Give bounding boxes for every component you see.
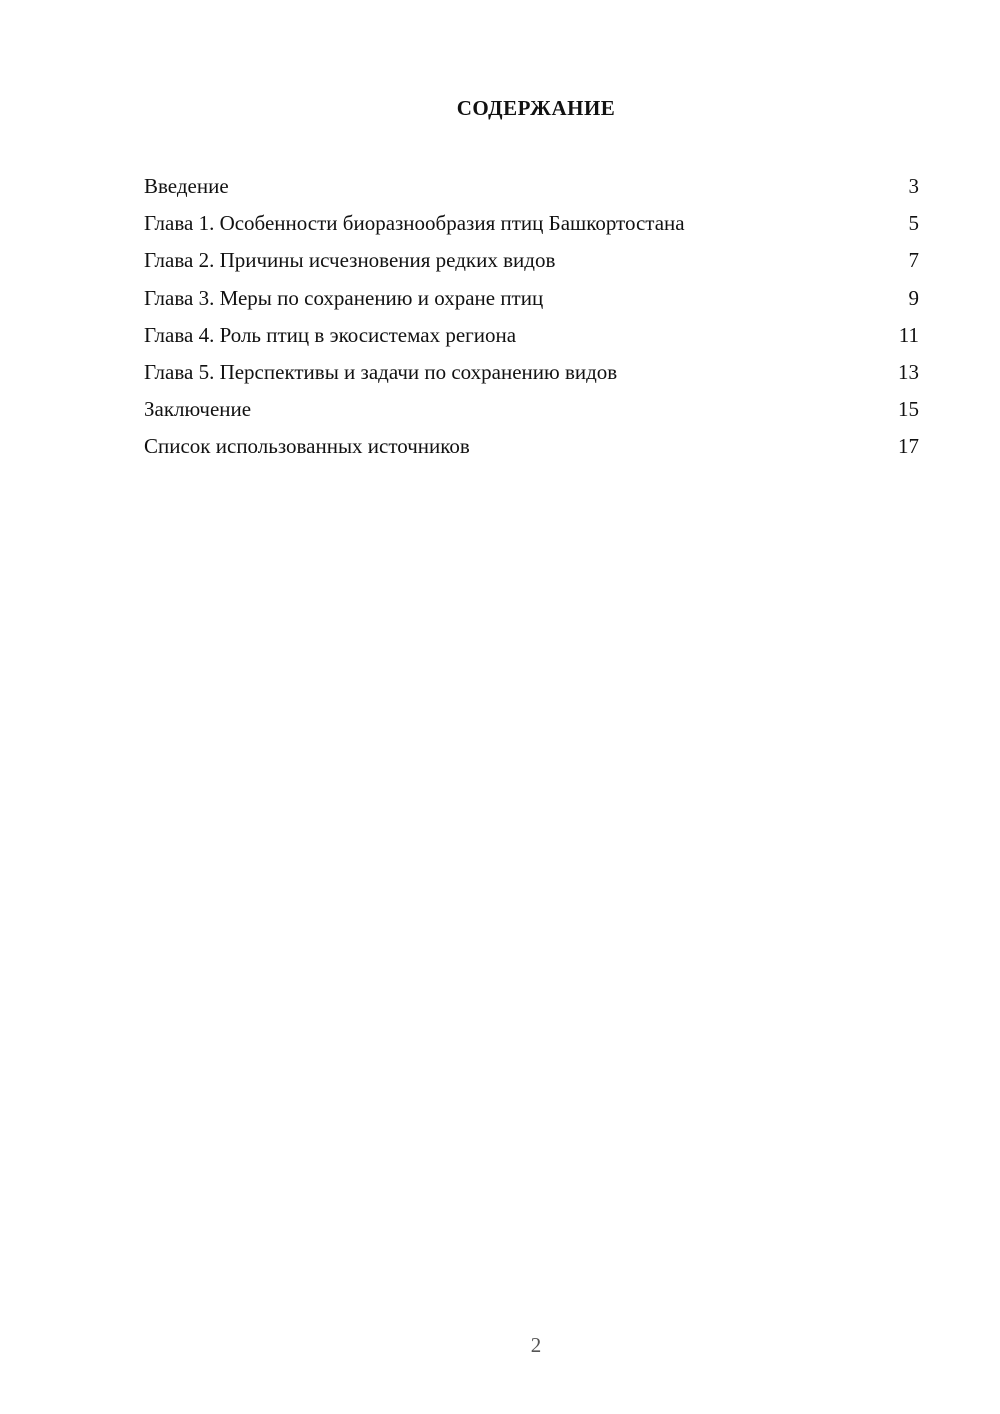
toc-entry-title: Список использованных источников bbox=[144, 434, 470, 459]
toc-entry-page: 11 bbox=[898, 322, 919, 347]
toc-entry-references bbox=[144, 428, 919, 465]
toc-entry-chapter-1 bbox=[144, 205, 919, 242]
toc-entry-conclusion bbox=[144, 391, 919, 428]
toc-entry-title: Глава 3. Меры по сохранению и охране птиц bbox=[144, 285, 544, 310]
toc-entry-title: Глава 1. Особенности биоразнообразия птиц Башкортостана bbox=[144, 211, 685, 236]
toc-entry-chapter-2 bbox=[144, 242, 919, 279]
toc-entry-page: 17 bbox=[898, 434, 919, 459]
toc-entry-chapter-5 bbox=[144, 354, 919, 391]
page-number: 2 bbox=[530, 1333, 542, 1357]
toc-entry-page: 15 bbox=[898, 397, 919, 422]
toc-entry-page: 5 bbox=[908, 211, 919, 236]
toc-entry-page: 3 bbox=[908, 174, 919, 198]
toc-heading: СОДЕРЖАНИЕ bbox=[456, 96, 616, 120]
toc-entry-title: Заключение bbox=[144, 397, 252, 422]
toc-entry-title: Введение bbox=[144, 174, 229, 198]
toc-entry-title: Глава 2. Причины исчезновения редких видов bbox=[144, 248, 556, 273]
toc-entry-title: Глава 4. Роль птиц в экосистемах региона bbox=[144, 322, 517, 347]
toc-entry-introduction bbox=[144, 168, 919, 205]
toc-entry-chapter-3 bbox=[144, 280, 919, 317]
toc-entry-title: Глава 5. Перспективы и задачи по сохранению видов bbox=[144, 359, 618, 384]
table-of-contents bbox=[144, 168, 919, 466]
toc-entry-page: 13 bbox=[898, 359, 919, 384]
toc-entry-chapter-4 bbox=[144, 317, 919, 354]
toc-entry-page: 9 bbox=[908, 285, 919, 310]
toc-entry-page: 7 bbox=[908, 248, 919, 273]
